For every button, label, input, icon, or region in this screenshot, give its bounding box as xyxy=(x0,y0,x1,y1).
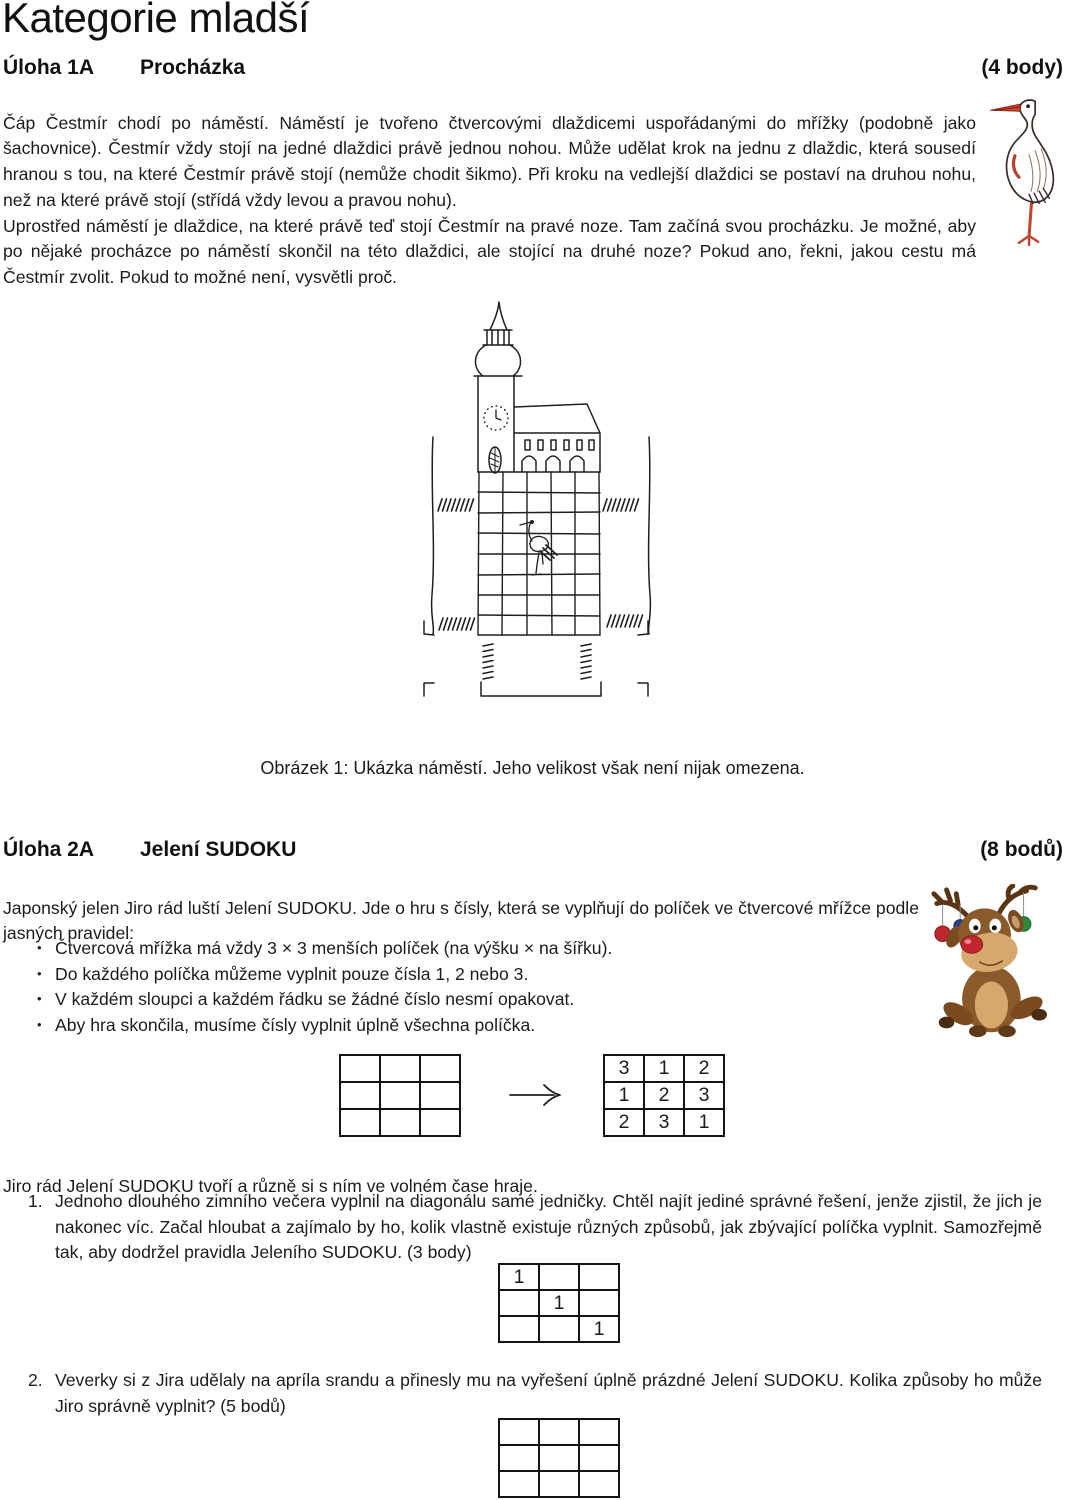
sudoku-cell xyxy=(579,1445,619,1471)
problem2-label: Úloha 2A xyxy=(3,838,95,861)
sudoku-cell xyxy=(579,1264,619,1290)
sudoku-cell xyxy=(340,1082,380,1109)
sudoku-cell: 3 xyxy=(644,1109,684,1136)
problem1-name: Procházka xyxy=(140,56,246,79)
sudoku-cell xyxy=(499,1290,539,1316)
sudoku-cell xyxy=(539,1471,579,1497)
sudoku-cell xyxy=(420,1055,460,1082)
sudoku-cell: 1 xyxy=(579,1316,619,1342)
rule-item: • Do každého políčka můžeme vyplnit pouze čísla 1, 2 nebo 3. xyxy=(36,962,916,988)
sudoku-cell xyxy=(539,1264,579,1290)
example-empty-grid xyxy=(339,1054,461,1137)
task-1-text: Jednoho dlouhého zimního večera vyplnil na diagonálu samé jedničky. Chtěl najít jediné správné řešení, jenže zjistil, že jich je nakonec víc. Začal hloubat a zajímalo by ho, kolik vlastně existuje různých způsobů, jak zbývající políčka vyplnit. Samozřejmě tak, aby dodržel pravidla Jeleního SUDOKU. (3 body) xyxy=(55,1191,1042,1263)
problem1-label: Úloha 1A xyxy=(3,56,95,79)
sudoku-cell xyxy=(380,1109,420,1136)
sudoku-cell xyxy=(380,1082,420,1109)
problem1-paragraph-2: Uprostřed náměstí je dlaždice, na které právě teď stojí Čestmír na pravé noze. Tam začíná svou procházku. Je možné, aby po nějaké procházce po náměstí skončil na této dlaždici, ale stojící na druhé noze? Pokud ano, řekni, jakou cestu má Čestmír zvolit. Pokud to možné není, vysvětli proč. xyxy=(3,215,976,287)
sudoku-cell xyxy=(420,1109,460,1136)
sudoku-cell xyxy=(499,1316,539,1342)
rule-item: • Aby hra skončila, musíme čísly vyplnit úplně všechna políčka. xyxy=(36,1013,916,1039)
sudoku-cell xyxy=(380,1055,420,1082)
sudoku-cell: 1 xyxy=(604,1082,644,1109)
sudoku-cell xyxy=(539,1316,579,1342)
sudoku-cell xyxy=(579,1419,619,1445)
page-title: Kategorie mladší xyxy=(2,0,310,41)
task-1 xyxy=(28,1189,1042,1266)
sudoku-cell xyxy=(539,1445,579,1471)
sudoku-cell: 2 xyxy=(644,1082,684,1109)
sudoku-cell: 1 xyxy=(644,1055,684,1082)
task-1-diagonal-grid xyxy=(498,1263,620,1343)
reindeer-illustration-icon xyxy=(918,884,1056,1042)
problem2-points: (8 bodů) xyxy=(980,838,1063,861)
sudoku-cell xyxy=(340,1055,380,1082)
problem1-points: (4 body) xyxy=(981,56,1063,79)
sudoku-cell: 3 xyxy=(604,1055,644,1082)
problem2-header xyxy=(3,838,1063,862)
sudoku-cell: 2 xyxy=(604,1109,644,1136)
example-solved-grid xyxy=(603,1054,725,1137)
sudoku-cell: 2 xyxy=(684,1055,724,1082)
sudoku-cell xyxy=(340,1109,380,1136)
rule-item: • V každém sloupci a každém řádku se žádné číslo nesmí opakovat. xyxy=(36,987,916,1013)
sudoku-cell xyxy=(420,1082,460,1109)
problem1-paragraph-1: Čáp Čestmír chodí po náměstí. Náměstí je tvořeno čtvercovými dlaždicemi uspořádanými do mřížky (podobně jako šachovnice). Čestmír vždy stojí na jedné dlaždici právě jednou nohou. Může udělat krok na jednu z dlaždic, která sousedí hranou s tou, na které Čestmír právě stojí (nemůže chodit šikmo). Při kroku na vedlejší dlaždici se postaví na druhou nohu, než na které právě stojí (střídá vždy levou a pravou nohu). xyxy=(3,112,976,210)
sudoku-rules-list xyxy=(36,936,916,1039)
sudoku-cell: 1 xyxy=(499,1264,539,1290)
sudoku-cell xyxy=(499,1419,539,1445)
problem1-header xyxy=(3,56,1063,80)
sudoku-cell xyxy=(499,1445,539,1471)
sudoku-cell xyxy=(539,1419,579,1445)
stork-illustration-icon xyxy=(984,91,1062,249)
sudoku-cell: 1 xyxy=(684,1109,724,1136)
sudoku-cell: 1 xyxy=(539,1290,579,1316)
sudoku-cell: 3 xyxy=(684,1082,724,1109)
task-2-text: Veverky si z Jira udělaly na apríla srandu a přinesly mu na vyřešení úplně prázdné Jelení SUDOKU. Kolika způsoby ho může Jiro správně vyplnit? (5 bodů) xyxy=(55,1370,1042,1416)
town-square-figure xyxy=(371,290,687,742)
sudoku-cell xyxy=(499,1471,539,1497)
sudoku-cell xyxy=(579,1290,619,1316)
problem2-name: Jelení SUDOKU xyxy=(140,838,297,861)
problem2-intro: Japonský jelen Jiro rád luští Jelení SUDOKU. Jde o hru s čísly, která se vyplňují do políček ve čtvercové mřížce podle jasných pravidel: xyxy=(3,897,919,944)
right-arrow-icon xyxy=(508,1082,564,1108)
rule-item: • Čtvercová mřížka má vždy 3 × 3 menších políček (na výšku × na šířku). xyxy=(36,936,916,962)
problem2-hobby-line: Jiro rád Jelení SUDOKU tvoří a různě si s ním ve volném čase hraje. xyxy=(3,1175,538,1196)
figure-caption: Obrázek 1: Ukázka náměstí. Jeho velikost však není nijak omezena. xyxy=(260,758,805,778)
task-2 xyxy=(28,1368,1042,1419)
task-2-empty-grid xyxy=(498,1418,620,1498)
task-1-number: 1. xyxy=(28,1191,43,1211)
task-2-number: 2. xyxy=(28,1370,43,1390)
sudoku-cell xyxy=(579,1471,619,1497)
